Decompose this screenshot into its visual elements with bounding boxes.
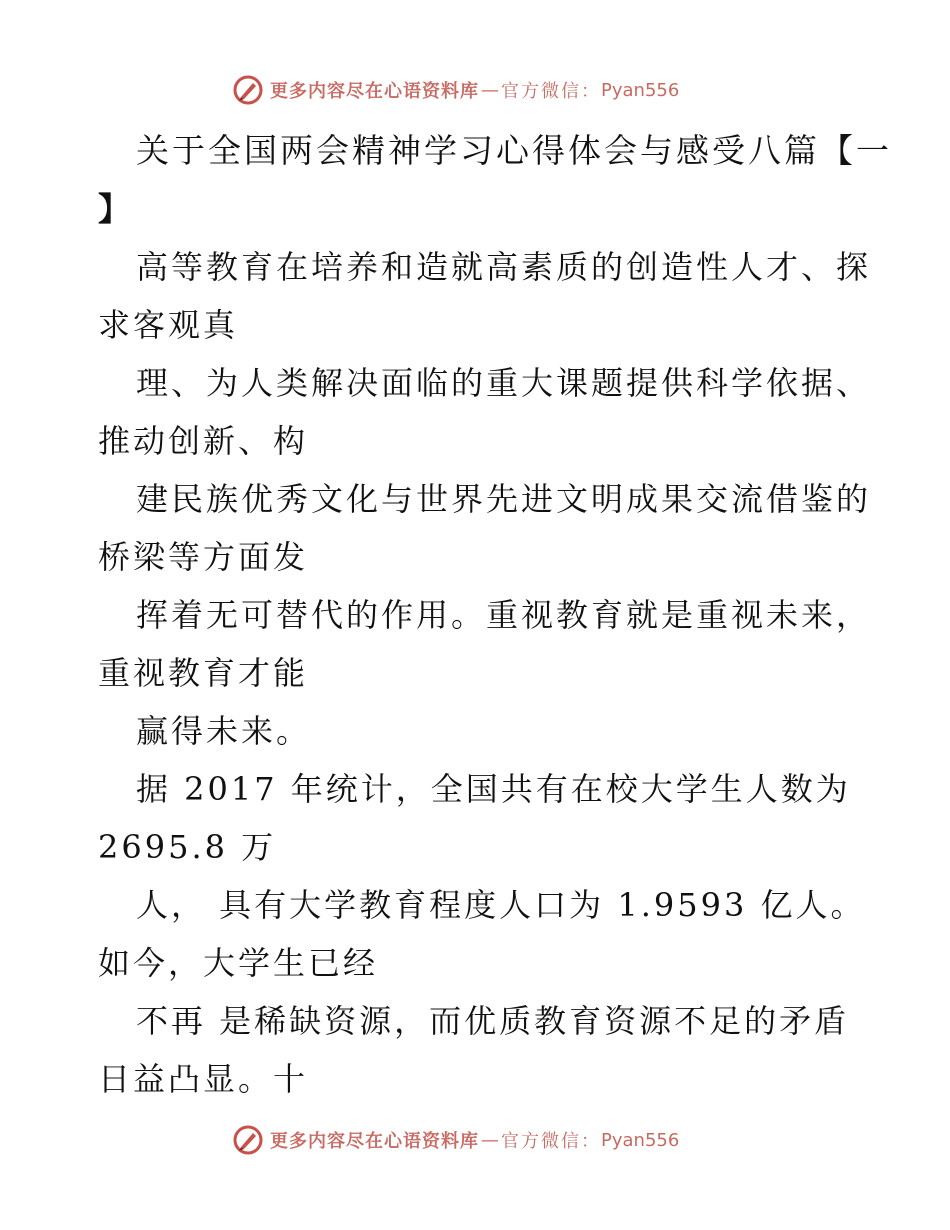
pen-logo-icon [232, 74, 264, 106]
paragraph-line: 人， 具有大学教育程度人口为 1.9593 亿人。 [136, 886, 866, 924]
banner-brand: 更多内容尽在心语资料库 [270, 1131, 479, 1152]
paragraph-line: 如今，大学生已经 [98, 944, 379, 982]
paragraph-line: 高等教育在培养和造就高素质的创造性人才、探 [136, 248, 872, 286]
banner-brand: 更多内容尽在心语资料库 [270, 81, 479, 102]
paragraph-line: 推动创新、构 [98, 422, 309, 460]
banner-wechat-handle: Pyan556 [601, 1129, 680, 1151]
paragraph-line: 求客观真 [98, 306, 239, 344]
paragraph-line: 建民族优秀文化与世界先进文明成果交流借鉴的 [136, 480, 872, 518]
paragraph-line: 据 2017 年统计，全国共有在校大学生人数为 [136, 770, 851, 808]
paragraph-line: 重视教育才能 [98, 654, 309, 692]
header-banner [232, 72, 679, 108]
paragraph-line: 挥着无可替代的作用。重视教育就是重视未来， [136, 596, 872, 634]
doc-title: 关于全国两会精神学习心得体会与感受八篇【一 [136, 131, 892, 170]
banner-wechat-handle: Pyan556 [601, 79, 680, 101]
document-body [98, 122, 892, 1108]
paragraph-line: 赢得未来。 [136, 712, 312, 750]
pen-logo-icon [232, 1124, 264, 1156]
doc-title-bracket: 】 [98, 190, 134, 228]
paragraph-line: 不再 是稀缺资源，而优质教育资源不足的矛盾 [136, 1002, 850, 1040]
paragraph-line: 2695.8 万 [98, 828, 277, 866]
banner-wechat-label: 官方微信： [501, 81, 601, 102]
banner-separator: — [481, 1129, 499, 1151]
paragraph-line: 理、为人类解决面临的重大课题提供科学依据、 [136, 364, 872, 402]
paragraph-line: 日益凸显。十 [98, 1060, 309, 1098]
paragraph-line: 桥梁等方面发 [98, 538, 309, 576]
banner-separator: — [481, 79, 499, 101]
footer-banner [232, 1122, 679, 1158]
banner-wechat-label: 官方微信： [501, 1131, 601, 1152]
